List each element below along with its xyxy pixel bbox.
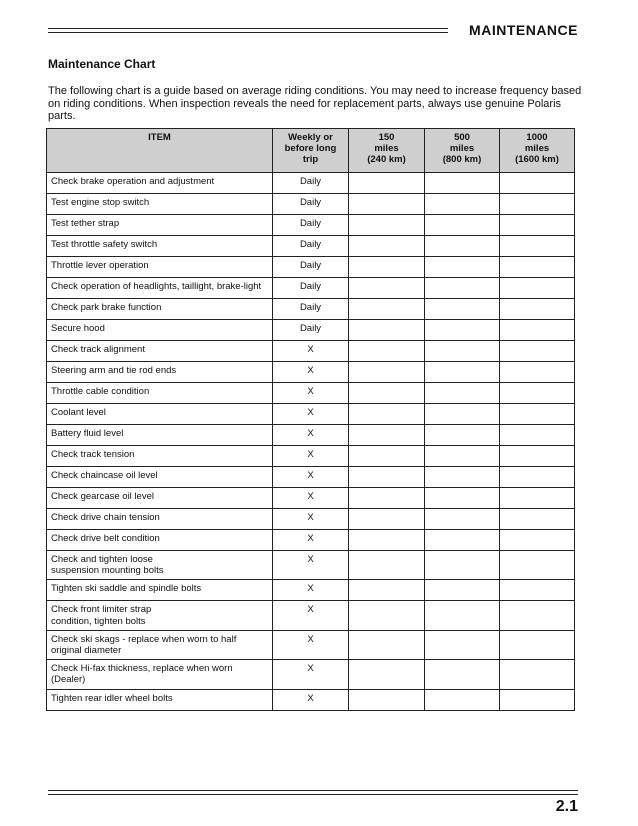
150-cell [349,630,425,659]
table-row [47,425,575,446]
1000-cell [500,362,575,383]
500-cell [425,689,500,710]
weekly-cell: Daily [273,299,349,320]
150-cell [349,530,425,551]
column-header-line: 500 [454,132,470,143]
150-cell [349,278,425,299]
table-row [47,278,575,299]
1000-cell [500,660,575,689]
weekly-cell: X [273,488,349,509]
500-cell [425,236,500,257]
150-cell [349,488,425,509]
weekly-cell: Daily [273,236,349,257]
150-cell [349,446,425,467]
item-cell: Tighten rear idler wheel bolts [47,689,273,710]
150-cell [349,341,425,362]
table-row [47,299,575,320]
item-cell: Check brake operation and adjustment [47,173,273,194]
column-header-line: ITEM [148,132,171,143]
item-cell: Check track tension [47,446,273,467]
500-cell [425,194,500,215]
maintenance-table [46,128,575,711]
weekly-cell: X [273,425,349,446]
1000-cell [500,383,575,404]
1000-cell [500,194,575,215]
weekly-cell: Daily [273,278,349,299]
150-cell [349,320,425,341]
item-cell: Throttle lever operation [47,257,273,278]
weekly-cell: X [273,341,349,362]
column-header-line: miles [374,143,399,154]
1000-cell [500,467,575,488]
table-row [47,383,575,404]
item-cell: Check park brake function [47,299,273,320]
500-cell [425,467,500,488]
500-cell [425,215,500,236]
150-cell [349,194,425,215]
column-header-item [47,129,273,173]
500-cell [425,362,500,383]
item-cell: Check drive belt condition [47,530,273,551]
table-row [47,194,575,215]
500-cell [425,509,500,530]
500-cell [425,630,500,659]
150-cell [349,689,425,710]
500-cell [425,660,500,689]
150-cell [349,509,425,530]
weekly-cell: X [273,362,349,383]
table-row [47,630,575,659]
1000-cell [500,601,575,630]
150-cell [349,601,425,630]
item-cell: Check track alignment [47,341,273,362]
table-row [47,173,575,194]
column-header-line: 150 [378,132,395,143]
1000-cell [500,446,575,467]
table-row [47,601,575,630]
150-cell [349,236,425,257]
table-row [47,580,575,601]
weekly-cell: X [273,630,349,659]
column-header-line: trip [302,154,319,165]
item-cell: Check ski skags - replace when worn to half original diameter [47,630,273,659]
table-body [47,173,575,711]
500-cell [425,383,500,404]
table-row [47,257,575,278]
item-cell: Test tether strap [47,215,273,236]
150-cell [349,383,425,404]
500-cell [425,341,500,362]
header-rule [48,28,448,33]
item-cell: Coolant level [47,404,273,425]
150-cell [349,425,425,446]
150-cell [349,660,425,689]
item-cell: Check and tighten loose suspension mounting bolts [47,551,273,580]
150-cell [349,362,425,383]
1000-cell [500,278,575,299]
footer-rule [48,790,578,795]
table-row [47,530,575,551]
weekly-cell: Daily [273,215,349,236]
item-cell: Throttle cable condition [47,383,273,404]
1000-cell [500,488,575,509]
weekly-cell: Daily [273,194,349,215]
150-cell [349,173,425,194]
page-number: 2.1 [555,798,578,815]
table-row [47,488,575,509]
500-cell [425,425,500,446]
item-cell: Check drive chain tension [47,509,273,530]
500-cell [425,278,500,299]
1000-cell [500,299,575,320]
1000-cell [500,530,575,551]
500-cell [425,488,500,509]
column-header-line: before long [284,143,337,154]
weekly-cell: X [273,601,349,630]
table-row [47,236,575,257]
item-cell: Check front limiter strap condition, tighten bolts [47,601,273,630]
column-header-line: (1600 km) [515,154,559,165]
table-row [47,509,575,530]
500-cell [425,530,500,551]
1000-cell [500,341,575,362]
500-cell [425,173,500,194]
1000-cell [500,580,575,601]
table-header-row [47,129,575,173]
column-header-line: Weekly or [288,132,333,143]
1000-cell [500,404,575,425]
1000-cell [500,236,575,257]
table-row [47,467,575,488]
item-cell: Test engine stop switch [47,194,273,215]
500-cell [425,580,500,601]
intro-paragraph: The following chart is a guide based on average riding conditions. You may need to increase frequency based on riding conditions. When inspection reveals the need for replacement parts, always use genuine Polaris parts. [48,85,582,122]
item-cell: Battery fluid level [47,425,273,446]
weekly-cell: X [273,467,349,488]
500-cell [425,601,500,630]
column-header-500 [425,129,500,173]
table-row [47,362,575,383]
column-header-line: miles [524,143,550,154]
150-cell [349,299,425,320]
150-cell [349,551,425,580]
1000-cell [500,257,575,278]
column-header-line: (240 km) [367,154,406,165]
table-row [47,689,575,710]
column-header-line: (800 km) [442,154,482,165]
weekly-cell: X [273,551,349,580]
item-cell: Tighten ski saddle and spindle bolts [47,580,273,601]
500-cell [425,299,500,320]
weekly-cell: X [273,580,349,601]
weekly-cell: X [273,509,349,530]
weekly-cell: X [273,660,349,689]
150-cell [349,215,425,236]
item-cell: Check Hi-fax thickness, replace when worn (Dealer) [47,660,273,689]
1000-cell [500,509,575,530]
table-row [47,660,575,689]
500-cell [425,446,500,467]
1000-cell [500,689,575,710]
table-row [47,551,575,580]
1000-cell [500,173,575,194]
chart-title: Maintenance Chart [48,57,156,71]
1000-cell [500,551,575,580]
150-cell [349,257,425,278]
table-row [47,341,575,362]
500-cell [425,320,500,341]
weekly-cell: Daily [273,257,349,278]
item-cell: Steering arm and tie rod ends [47,362,273,383]
weekly-cell: X [273,383,349,404]
table-row [47,215,575,236]
1000-cell [500,425,575,446]
1000-cell [500,215,575,236]
column-header-150 [349,129,425,173]
150-cell [349,467,425,488]
column-header-1000 [500,129,575,173]
item-cell: Check chaincase oil level [47,467,273,488]
150-cell [349,404,425,425]
item-cell: Secure hood [47,320,273,341]
weekly-cell: X [273,689,349,710]
weekly-cell: Daily [273,320,349,341]
item-cell: Check operation of headlights, taillight, brake-light [47,278,273,299]
section-title: MAINTENANCE [469,22,578,38]
500-cell [425,404,500,425]
table-row [47,320,575,341]
table-row [47,404,575,425]
500-cell [425,257,500,278]
1000-cell [500,630,575,659]
150-cell [349,580,425,601]
weekly-cell: X [273,446,349,467]
column-header-weekly [273,129,349,173]
500-cell [425,551,500,580]
column-header-line: miles [449,143,475,154]
1000-cell [500,320,575,341]
column-header-line: 1000 [526,132,548,143]
weekly-cell: X [273,404,349,425]
weekly-cell: X [273,530,349,551]
weekly-cell: Daily [273,173,349,194]
item-cell: Test throttle safety switch [47,236,273,257]
table-row [47,446,575,467]
item-cell: Check gearcase oil level [47,488,273,509]
